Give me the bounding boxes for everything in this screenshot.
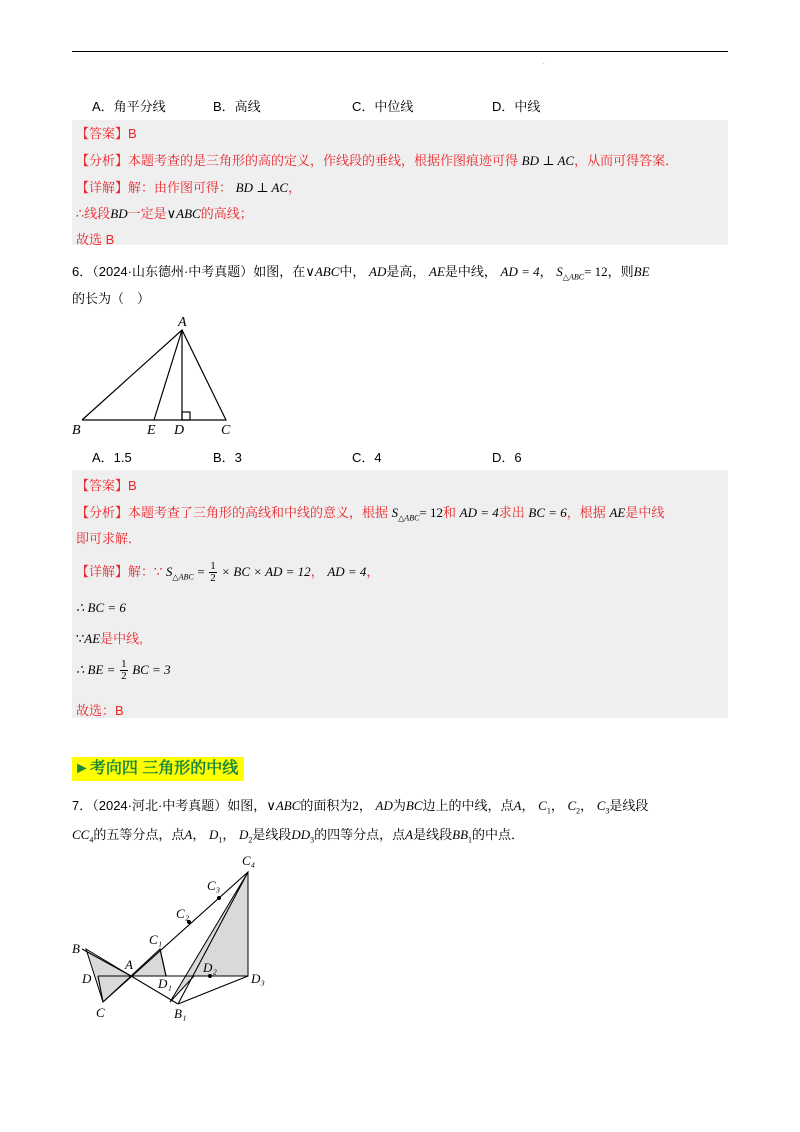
q5-answer: 【答案】B <box>76 126 137 141</box>
q6-step-bc: ∴ BC = 6 <box>76 600 126 615</box>
q6-option-d: D．6 <box>492 450 522 465</box>
q6-figure <box>66 310 246 442</box>
q6-analysis: 【分析】本题考查了三角形的高线和中线的意义，根据 $S_{\triangle ABC}= 12$和 AD = 4求出 BC = 6，根据 AE是中线 <box>76 505 665 523</box>
q6-label-b: B <box>72 423 81 438</box>
q7-label-b1: B₁ <box>174 1006 187 1021</box>
q7-label-c1: C₁ <box>149 932 163 947</box>
q7-label-c3: C₃ <box>207 878 221 893</box>
q6-detail: 【详解】解：∵ $S_{\triangle ABC}$ = $\frac{1}{2}$ × BC × AD = 12， AD = 4， <box>76 560 380 585</box>
q7-label-b: B <box>72 941 80 956</box>
q7-label-c2: C₂ <box>176 906 190 921</box>
q6-stem-tail: 的长为（ ） <box>72 291 151 306</box>
q6-option-c: C．4 <box>352 450 382 465</box>
q7-label-d1: D₁ <box>158 976 172 991</box>
q6-conclusion: 故选：B <box>76 703 124 718</box>
page-mark: . <box>543 60 545 66</box>
q5-option-d: D．中线 <box>492 99 541 114</box>
q5-option-b: B．高线 <box>213 99 261 114</box>
q5-conclusion: 故选 B <box>76 232 115 247</box>
q7-figure <box>70 852 280 1027</box>
q6-label-a: A <box>178 315 187 330</box>
q6-frac-half-2: $\frac{1}{2}$ <box>121 658 127 682</box>
q6-option-b: B．3 <box>213 450 242 465</box>
q7-stem-line2: $CC_4$的五等分点，点A， $D_1$， $D_2$是线段$DD_3$的四等分点，点A是线段$BB_1$的中点． <box>72 827 525 845</box>
q6-step-be: ∴ BE = $\frac{1}{2}$ BC = 3 <box>76 658 171 682</box>
q5-detail: 【详解】解：由作图可得： BD ⊥ AC， <box>76 180 302 195</box>
q6-frac-half: $\frac{1}{2}$ <box>210 560 216 585</box>
q7-label-a: A <box>125 957 133 972</box>
q7-stem-line1: 7．（2024·河北·中考真题）如图，∨ABC的面积为2， AD为BC边上的中线，点A， $C_1$， $C_2$， $C_3$是线段 <box>72 798 649 816</box>
q7-label-d2: D₂ <box>203 960 217 975</box>
q5-analysis: 【分析】本题考查的是三角形的高的定义，作线段的垂线，根据作图痕迹可得 BD ⊥ AC，从而可得答案． <box>76 153 679 168</box>
header-rule <box>72 51 728 52</box>
q7-label-d3: D₃ <box>251 971 265 986</box>
q6-triangle-abc <box>82 330 226 420</box>
q6-option-a: A．1.5 <box>92 450 132 465</box>
q6-label-e: E <box>147 423 156 438</box>
section-title: ►考向四 三角形的中线 <box>72 757 244 781</box>
q6-label-c: C <box>221 423 231 438</box>
q6-median-ae <box>154 330 182 420</box>
q5-detail-line2: ∴线段BD一定是∨ABC的高线； <box>76 206 253 221</box>
q7-label-d: D <box>82 971 92 986</box>
q5-option-a: A．角平分线 <box>92 99 166 114</box>
q7-label-c4: C₄ <box>242 853 256 868</box>
q6-step-ae: ∵AE是中线, <box>76 631 143 646</box>
q6-analysis-tail: 即可求解． <box>76 531 142 546</box>
q6-answer: 【答案】B <box>76 478 137 493</box>
q7-label-c: C <box>96 1005 105 1020</box>
q6-right-angle-mark <box>182 412 190 420</box>
q5-option-c: C．中位线 <box>352 99 414 114</box>
q6-label-d: D <box>174 423 185 438</box>
q7-point-c3 <box>217 896 221 900</box>
q6-stem: 6．（2024·山东德州·中考真题）如图，在∨ABC中， AD是高， AE是中线， AD = 4， $S_{\triangle ABC}= 12$，则BE <box>72 264 650 282</box>
